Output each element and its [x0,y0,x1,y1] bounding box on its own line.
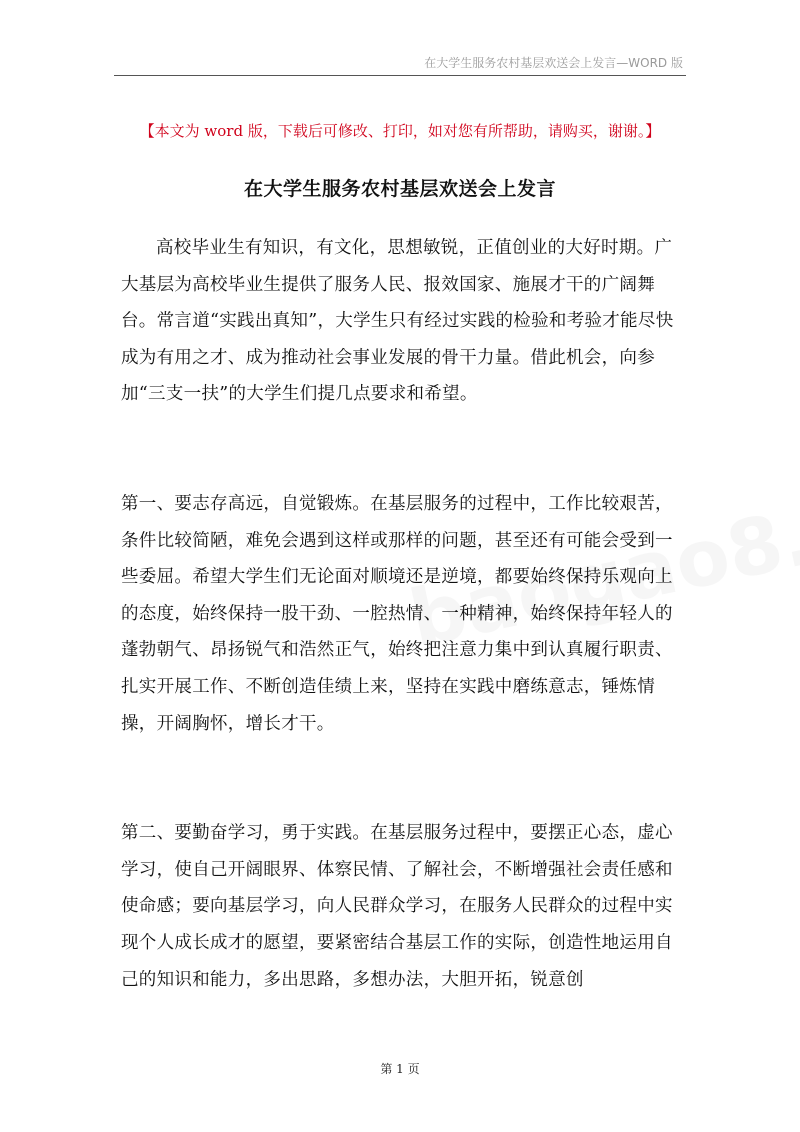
page-title: 在大学生服务农村基层欢送会上发言 [243,178,556,200]
purchase-notice: 【本文为 word 版，下载后可修改、打印，如对您有所帮助，请购买，谢谢。】 [139,122,661,140]
running-header: 在大学生服务农村基层欢送会上发言—WORD 版 [424,56,683,70]
header-divider [114,75,686,76]
paragraph-second-point: 第二、要勤奋学习，勇于实践。在基层服务过程中，要摆正心态，虚心学习，使自己开阔眼界、体察民情、了解社会，不断增强社会责任感和使命感；要向基层学习，向人民群众学习，在服务人民群众的过程中实现个人成长成才的愿望，要紧密结合基层工作的实际，创造性地运用自己的知识和能力，多出思路，多想办法，大胆开拓，锐意创 [121,823,673,990]
page-number: 第 1 页 [380,1062,420,1076]
document-body [121,230,689,1071]
paragraph-intro: 高校毕业生有知识，有文化，思想敏锐，正值创业的大好时期。广大基层为高校毕业生提供了服务人民、报效国家、施展才干的广阔舞台。常言道“实践出真知”，大学生只有经过实践的检验和考验才能尽快成为有用之才、成为推动社会事业发展的骨干力量。借此机会，向参加“三支一扶”的大学生们提几点要求和希望。 [121,238,674,405]
paragraph-first-point: 第一、要志存高远，自觉锻炼。在基层服务的过程中，工作比较艰苦，条件比较简陋，难免会遇到这样或那样的问题，甚至还有可能会受到一些委屈。希望大学生们无论面对顺境还是逆境，都要始终保持乐观向上的态度，始终保持一股干劲、一腔热情、一种精神，始终保持年轻人的蓬勃朝气、昂扬锐气和浩然正气，始终把注意力集中到认真履行职责、扎实开展工作、不断创造佳绩上来，坚持在实践中磨练意志，锤炼情操，开阔胸怀，增长才干。 [121,493,673,734]
